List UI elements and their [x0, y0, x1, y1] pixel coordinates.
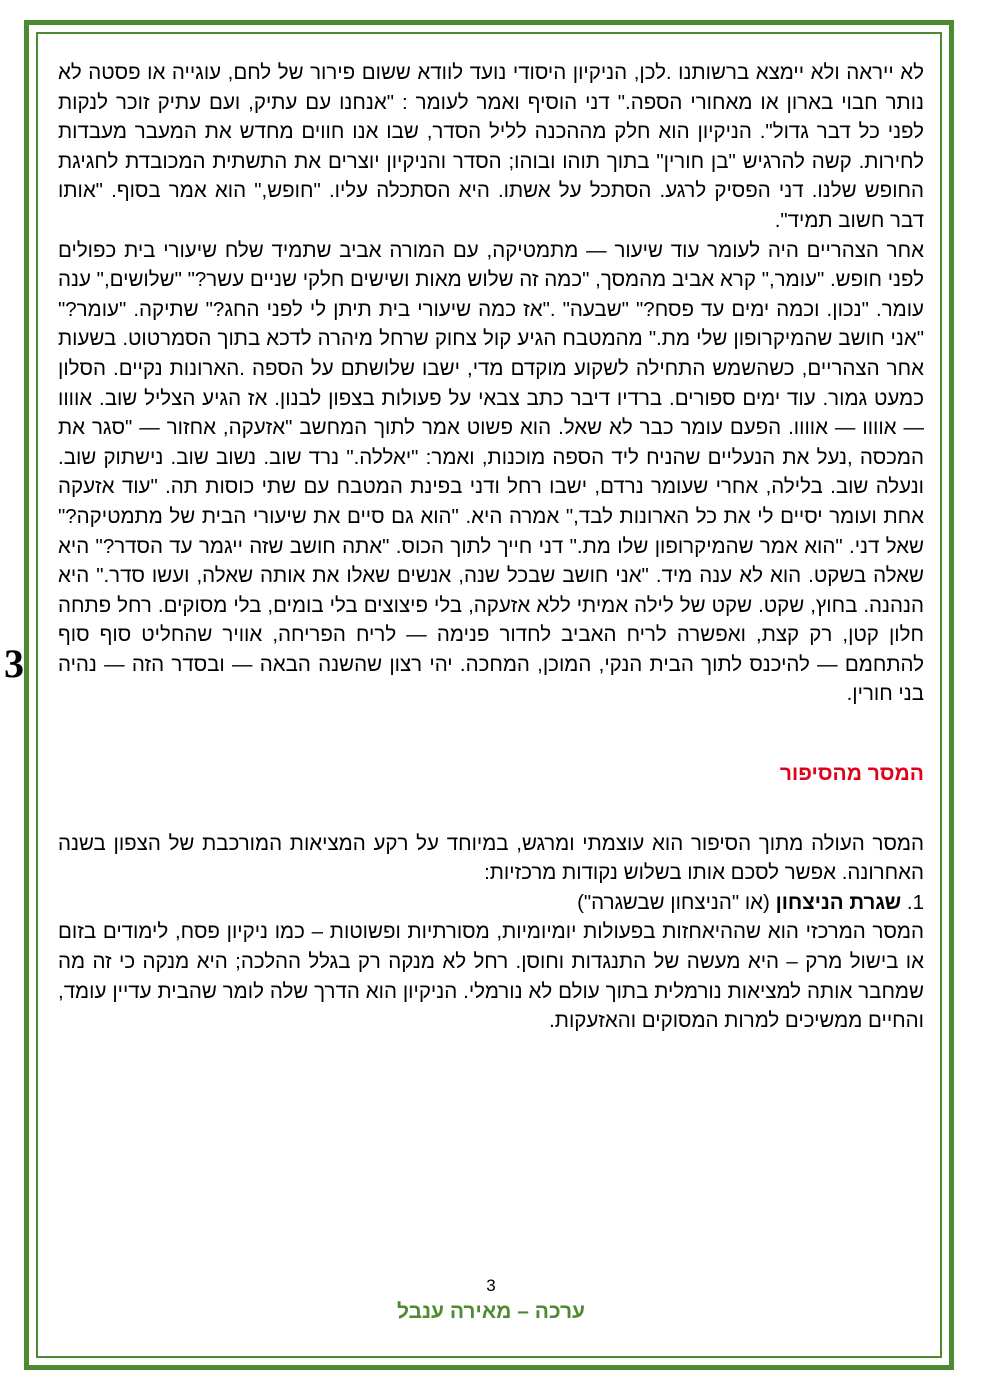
footer-page-number: 3	[486, 1276, 496, 1295]
point-heading	[58, 888, 924, 918]
story-paragraph: אחר הצהריים היה לעומר עוד שיעור — מתמטיקה, עם המורה אביב שתמיד שלח שיעורי בית כפולים לפני חופש. "עומר," קרא אביב מהמסך, "כמה זה שלוש מאות ושישים חלקי שניים עשר?" "שלושים," ענה עומר. "נכון. וכמה ימים עד פסח?" "שבעה" ."אז כמה שיעורי בית תיתן לי לפני החג?" שתיקה. "עומר?" "אני חושב שהמיקרופון שלי מת." מהמטבח הגיע קול צחוק שרחל מיהרה לדכא בתוך הסמרטוט. בשעות אחר הצהריים, כשהשמש התחילה לשקוע מוקדם מדי, ישבו שלושתם על הספה .הארונות נקיים. הסלון כמעט גמור. עוד ימים ספורים. ברדיו דיבר כתב צבאי על פעולות בצפון לבנון. אז הגיע הצליל שוב. אוווו — אוווו — אוווו. הפעם עומר כבר לא שאל. הוא פשוט אמר לתוך המחשב "אזעקה, אחזור — "סגר את המכסה ,נעל את הנעליים שהניח ליד הספה מוכנות, ואמר: "יאללה." נרד שוב. נשוב שוב. נישתוק שוב. ונעלה שוב. בלילה, אחרי שעומר נרדם, ישבו רחל ודני בפינת המטבח עם שתי כוסות תה. "עוד אזעקה אחת ועומר יסיים לי את כל הארונות לבד," אמרה היא. "הוא גם סיים את שיעורי הבית של מתמטיקה?" שאל דני. "הוא אמר שהמיקרופון שלו מת." דני חייך לתוך הכוס. "אתה חושב שזה ייגמר עד הסדר?" היא שאלה בשקט. הוא לא ענה מיד. "אני חושב שבכל שנה, אנשים שאלו את אותה שאלה, ועשו סדר." היא הנהנה. בחוץ, שקט. שקט של לילה אמיתי ללא אזעקה, בלי פיצוצים בלי בומים, בלי מסוקים. רחל פתחה חלון קטן, רק קצת, ואפשרה לריח האביב לחדור פנימה — לריח הפריחה, אוויר שהחליט סוף סוף להתחמם — להיכנס לתוך הבית הנקי, המוכן, המחכה. יהי רצון שהשנה הבאה — ובסדר הזה — נהיה בני חורין.	[58, 238, 924, 706]
story-paragraph: לא ייראה ולא יימצא ברשותנו .לכן, הניקיון היסודי נועד לוודא ששום פירור של לחם, עוגייה או פסטה לא נותר חבוי בארון או מאחורי הספה." דני הוסיף ואמר לעומר : "אנחנו עם עתיק, ועם עתיק זוכר לנקות לפני כל דבר גדול". הניקיון הוא חלק מההכנה לליל הסדר, שבו אנו חווים מחדש את המעבר מעבדות לחירות. קשה להרגיש "בן חורין" בתוך תוהו ובוהו; הסדר והניקיון יוצרים את התשתית המכובדת לחגיגת החופש שלנו. דני הפסיק לרגע. הסתכל על אשתו. היא הסתכלה עליו. "חופש," הוא אמר בסוף. "אותו דבר חשוב תמיד".	[58, 61, 924, 232]
section-intro: המסר העולה מתוך הסיפור הוא עוצמתי ומרגש, במיוחד על רקע המציאות המורכבת של הצפון בשנה האחרונה. אפשר לסכם אותו בשלוש נקודות מרכזיות:	[58, 831, 924, 885]
point-title: שגרת הניצחון	[775, 890, 902, 914]
point-subtitle: (או "הניצחון שבשגרה")	[577, 890, 770, 914]
point-text: המסר המרכזי הוא שההיאחזות בפעולות יומיומיות, מסורתיות ופשוטות – כמו ניקיון פסח, לימודים בזום או בישול מרק – היא מעשה של התנגדות וחוסן. רחל לא מנקה רק בגלל ההלכה; היא מנקה כי זה מה שמחבר אותה למציאות נורמלית בתוך עולם לא נורמלי. הניקיון הוא הדרך שלה לומר שהבית עדיין עומד, והחיים ממשיכים למרות המסוקים והאזעקות.	[58, 920, 924, 1033]
side-page-number: 3	[4, 641, 24, 686]
footer-author: ערכה – מאירה ענבל	[396, 1300, 586, 1323]
document-body	[58, 58, 924, 1036]
point-number: 1.	[906, 890, 924, 914]
section-heading: המסר מהסיפור	[779, 762, 924, 786]
